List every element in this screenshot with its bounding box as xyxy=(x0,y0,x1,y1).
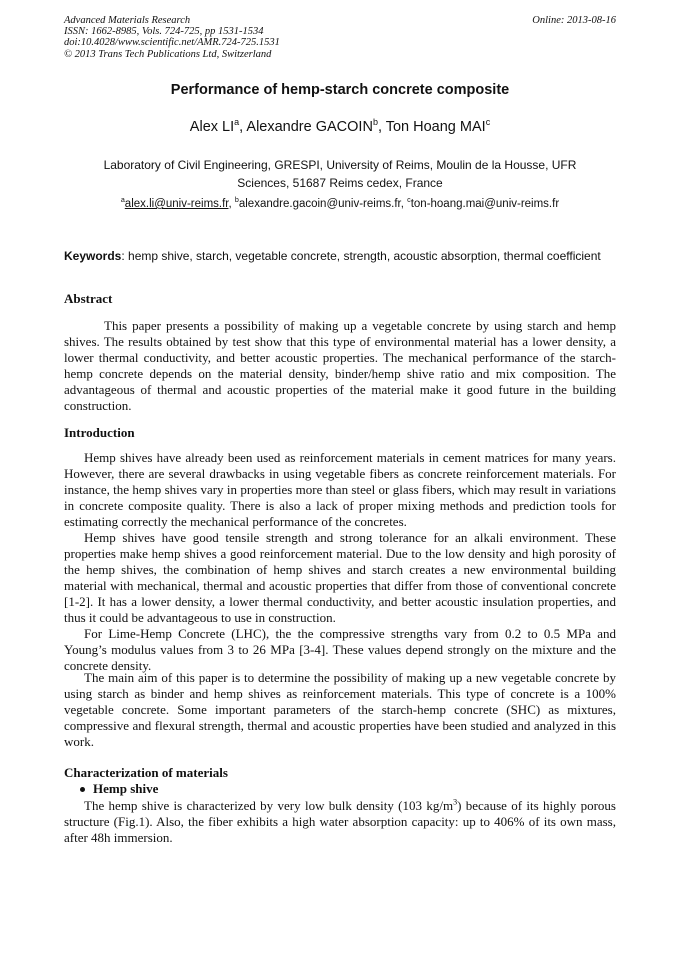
author-sup: b xyxy=(372,117,378,128)
email-sup: b xyxy=(234,196,239,205)
email-separator: , xyxy=(400,198,408,210)
email-separator: , xyxy=(228,198,235,210)
issn-line: ISSN: 1662-8985, Vols. 724-725, pp 1531-1534 xyxy=(64,26,264,38)
introduction-heading: Introduction xyxy=(64,425,135,440)
characterization-heading: Characterization of materials xyxy=(64,765,228,780)
author-list xyxy=(64,119,616,135)
intro-paragraph: The main aim of this paper is to determine the possibility of making up a new vegetable concrete by using starch as binder and hemp shives as reinforcement materials. This type of concrete is a 100% vegetable concrete. Some important parameters of the starch-hemp concrete (SHC) as mixtures, compressive and flexural strength, thermal and acoustic properties have been studied and analyzed in this work. xyxy=(64,670,616,749)
online-date: Online: 2013-08-16 xyxy=(532,15,616,26)
para-sup: 3 xyxy=(453,797,458,807)
intro-paragraph: Hemp shives have already been used as reinforcement materials in cement matrices for many years. However, there are several drawbacks in using vegetable fibers as concrete reinforcement materials. For instance, the hemp shives vary in properties more than steel or glass fibers, which may result in variations in concrete composite quality. There is also a lack of proper mixing methods and prediction tools for estimating correctly the mechanical performance of the concretes. xyxy=(64,450,616,529)
copyright-line: © 2013 Trans Tech Publications Ltd, Switzerland xyxy=(64,48,272,60)
author-sup: a xyxy=(234,117,240,128)
abstract-text: This paper presents a possibility of making up a vegetable concrete by using starch and hemp shives. The results obtained by test show that this type of environmental material has a lower density, a lower thermal conductivity, and better acoustic properties. The mechanical performance of the starch-hemp concrete depends on the material density, binder/hemp shive ratio and mix composition. The advantageous of thermal and acoustic properties of the material make it good future in the building construction. xyxy=(64,318,616,413)
abstract-heading: Abstract xyxy=(64,291,113,306)
author-sup: c xyxy=(485,117,491,128)
intro-paragraph: Hemp shives have good tensile strength and strong tolerance for an alkali environment. These properties make hemp shives a good reinforcement material. Due to the low density and high porosity of the hemp shives, the combination of hemp shives and starch creates a new environmental building material with mechanical, thermal and acoustic properties that differ from those of conventional concrete [1-2]. It has a lower density, a lower thermal conductivity, and better acoustic insulation properties, and thus it could be advantageous to use in construction. xyxy=(64,530,616,625)
para-text: ) because of its highly porous structure (Fig.1). Also, the fiber exhibits a high water absorption capacity: up to 406% of its own mass, after 48h immersion. xyxy=(64,798,616,845)
email-list xyxy=(64,198,616,210)
email-link[interactable]: ton-hoang.mai@univ-reims.fr xyxy=(410,198,560,210)
journal-header xyxy=(64,15,616,60)
journal-name: Advanced Materials Research xyxy=(64,15,191,26)
para-text: The hemp shive is characterized by very low bulk density (103 kg/m xyxy=(84,798,454,813)
doi-line: doi:10.4028/www.scientific.net/AMR.724-725.1531 xyxy=(64,37,280,49)
email-link[interactable]: alexandre.gacoin@univ-reims.fr xyxy=(238,198,401,210)
email-sup: a xyxy=(120,196,125,205)
keywords xyxy=(64,249,616,263)
email-link[interactable]: alex.li@univ-reims.fr xyxy=(124,198,229,210)
subsection-title: Hemp shive xyxy=(93,781,159,796)
intro-paragraph: For Lime-Hemp Concrete (LHC), the the compressive strengths vary from 0.2 to 0.5 MPa and Young’s modulus values from 3 to 26 MPa [3-4]. These values depend strongly on the mixture and the concrete density. xyxy=(64,626,616,673)
author-separator: , xyxy=(377,119,386,135)
author-name: Ton Hoang MAI xyxy=(385,119,486,135)
author-separator: , xyxy=(239,119,247,135)
author-name: Alexandre GACOIN xyxy=(246,119,373,135)
affiliation-line: Sciences, 51687 Reims cedex, France xyxy=(237,175,443,190)
paper-title: Performance of hemp-starch concrete composite xyxy=(170,82,510,98)
email-sup: c xyxy=(407,196,411,205)
keywords-text: : hemp shive, starch, vegetable concrete, strength, acoustic absorption, thermal coefficient xyxy=(121,249,601,263)
affiliation xyxy=(64,157,616,192)
subsection-bullet xyxy=(80,781,158,797)
bullet-dot-icon xyxy=(80,787,85,792)
keywords-label: Keywords xyxy=(64,249,122,263)
author-name: Alex LI xyxy=(189,119,235,135)
affiliation-line: Laboratory of Civil Engineering, GRESPI, University of Reims, Moulin de la Housse, UFR xyxy=(103,158,577,172)
characterization-paragraph xyxy=(64,798,616,846)
